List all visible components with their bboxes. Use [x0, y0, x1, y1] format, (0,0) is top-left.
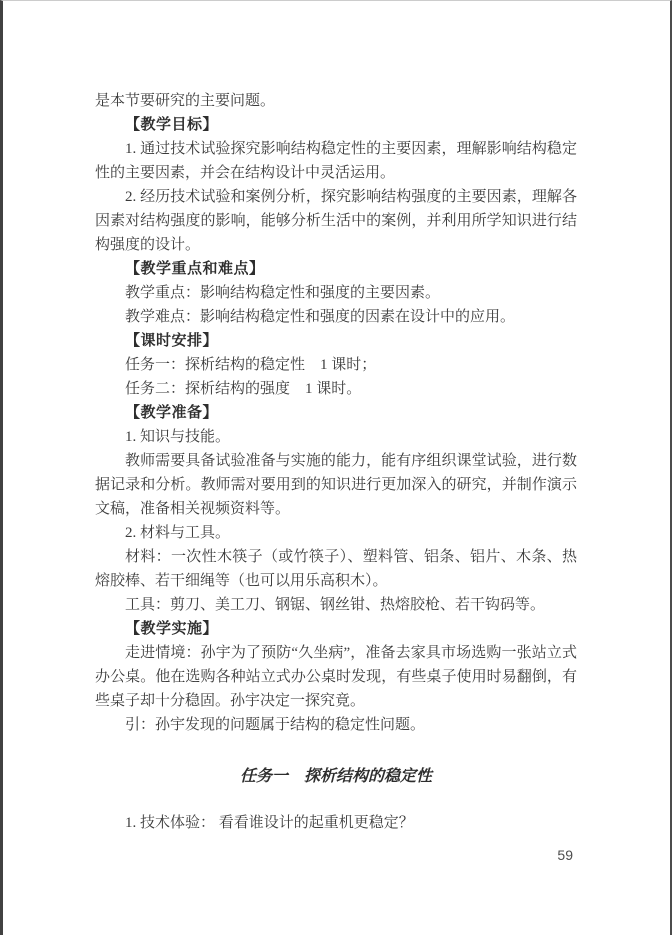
heading-teaching-objectives: 【教学目标】: [125, 116, 219, 133]
paragraph-tools-list: 工具：剪刀、美工刀、钢锯、钢丝钳、热熔胶枪、若干钩码等。: [125, 597, 546, 613]
paragraph-task1-schedule: 任务一：探析结构的稳定性 1 课时；: [125, 357, 377, 373]
paragraph-lead-in: 引：孙宇发现的问题属于结构的稳定性问题。: [125, 717, 426, 733]
paragraph-teaching-difficulty: 教学难点：影响结构稳定性和强度的因素在设计中的应用。: [125, 309, 516, 325]
heading-key-points-difficulties: 【教学重点和难点】: [125, 260, 265, 277]
paragraph-objective-1: 1. 通过技术试验探究影响结构稳定性的主要因素，理解影响结构稳定性的主要因素，并会在结构设计中灵活运用。: [95, 141, 577, 181]
page-text-content: [95, 89, 577, 835]
paragraph-materials-list: 材料：一次性木筷子（或竹筷子）、塑料管、铝条、铝片、木条、热熔胶棒、若干细绳等（也可以用乐高积木）。: [95, 549, 577, 589]
heading-teaching-preparation: 【教学准备】: [125, 404, 219, 421]
paragraph-knowledge-skills: 1. 知识与技能。: [125, 429, 231, 445]
paragraph-teacher-preparation-detail: 教师需要具备试验准备与实施的能力，能有序组织课堂试验，进行数据记录和分析。教师需对要用到的知识进行更加深入的研究，并制作演示文稿，准备相关视频资料等。: [95, 453, 577, 517]
heading-lesson-schedule: 【课时安排】: [125, 332, 219, 349]
paragraph-tech-experience-question: 1. 技术体验： 看看谁设计的起重机更稳定？: [125, 815, 414, 831]
paragraph-scenario-intro: 走进情境：孙宇为了预防“久坐病”，准备去家具市场选购一张站立式办公桌。他在选购各种站立式办公桌时发现，有些桌子使用时易翻倒，有些桌子却十分稳固。孙宇决定一探究竟。: [95, 645, 577, 709]
paragraph-materials-tools-label: 2. 材料与工具。: [125, 525, 231, 541]
paragraph-task2-schedule: 任务二：探析结构的强度 1 课时。: [125, 381, 362, 397]
paragraph-intro-continuation: 是本节要研究的主要问题。: [95, 93, 276, 109]
task1-section-heading: 任务一 探析结构的稳定性: [239, 768, 432, 785]
page-number: 59: [557, 847, 573, 863]
paragraph-objective-2: 2. 经历技术试验和案例分析，探究影响结构强度的主要因素，理解各因素对结构强度的影响，能够分析生活中的案例，并利用所学知识进行结构强度的设计。: [95, 189, 577, 253]
paragraph-teaching-key-point: 教学重点：影响结构稳定性和强度的主要因素。: [125, 285, 441, 301]
heading-teaching-implementation: 【教学实施】: [125, 620, 219, 637]
